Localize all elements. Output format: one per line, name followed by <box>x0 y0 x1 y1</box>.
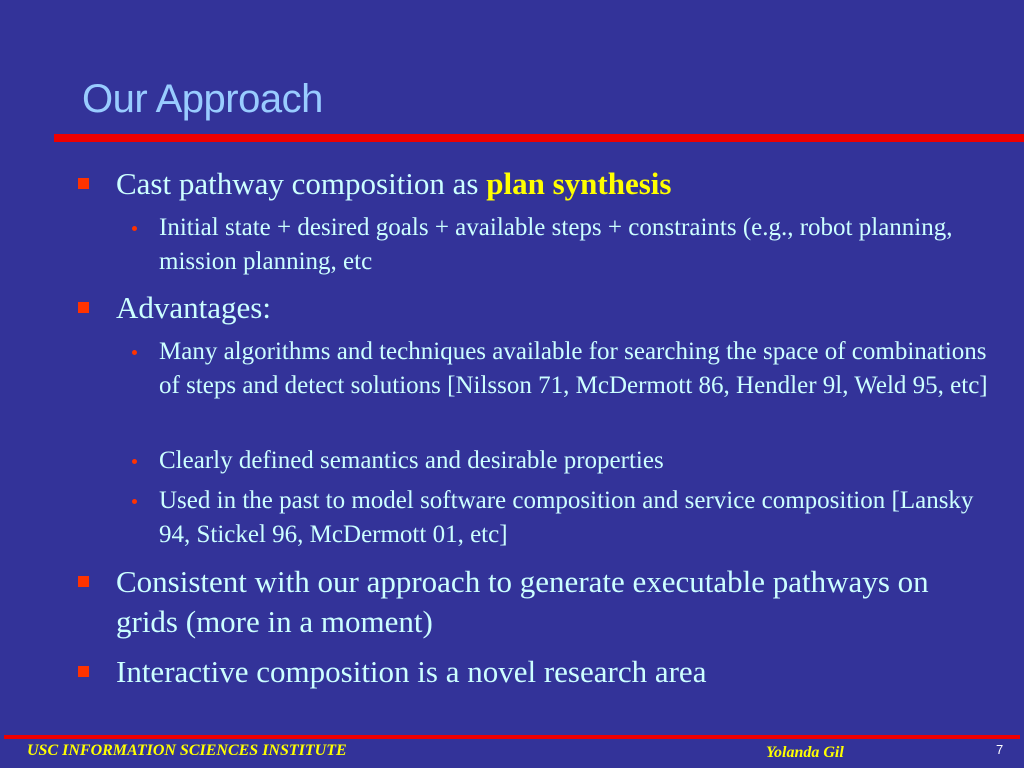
dot-bullet-icon <box>132 499 137 504</box>
bullet-text: Consistent with our approach to generate executable pathways on grids (more in a moment) <box>116 564 929 639</box>
sub-bullet-semantics <box>159 444 989 478</box>
bullet-text: Interactive composition is a novel research area <box>116 654 707 689</box>
dot-bullet-icon <box>132 459 137 464</box>
dot-bullet-icon <box>132 350 137 355</box>
square-bullet-icon <box>78 576 89 587</box>
sub-bullet-text: Many algorithms and techniques available for searching the space of combinations of steps and detect solutions [Nilsson 71, McDermott 86, Hendler 9l, Weld 95, etc] <box>159 338 988 399</box>
square-bullet-icon <box>78 178 89 189</box>
bullet-advantages <box>116 288 996 328</box>
sub-bullet-text: Used in the past to model software composition and service composition [Lansky 94, Stickel 96, McDermott 01, etc] <box>159 487 974 548</box>
page-number: 7 <box>996 742 1004 757</box>
bullet-plan-synthesis <box>116 164 996 204</box>
sub-bullet-text: Initial state + desired goals + available steps + constraints (e.g., robot planning, mission planning, etc <box>159 214 953 275</box>
highlight-text: plan synthesis <box>486 166 672 201</box>
footer-divider <box>4 735 1020 739</box>
bullet-text: Advantages: <box>116 290 271 325</box>
bullet-interactive-composition <box>116 652 996 692</box>
square-bullet-icon <box>78 302 89 313</box>
sub-bullet-text: Clearly defined semantics and desirable properties <box>159 447 664 474</box>
square-bullet-icon <box>78 666 89 677</box>
bullet-text: Cast pathway composition as <box>116 166 487 201</box>
dot-bullet-icon <box>132 226 137 231</box>
sub-bullet-software-composition <box>159 484 989 552</box>
footer-institute: USC INFORMATION SCIENCES INSTITUTE <box>27 742 347 759</box>
sub-bullet-algorithms <box>159 335 989 403</box>
sub-bullet-initial-state <box>159 211 989 279</box>
footer-author: Yolanda Gil <box>766 744 844 761</box>
slide-title: Our Approach <box>82 77 323 121</box>
bullet-consistent-approach <box>116 562 996 642</box>
